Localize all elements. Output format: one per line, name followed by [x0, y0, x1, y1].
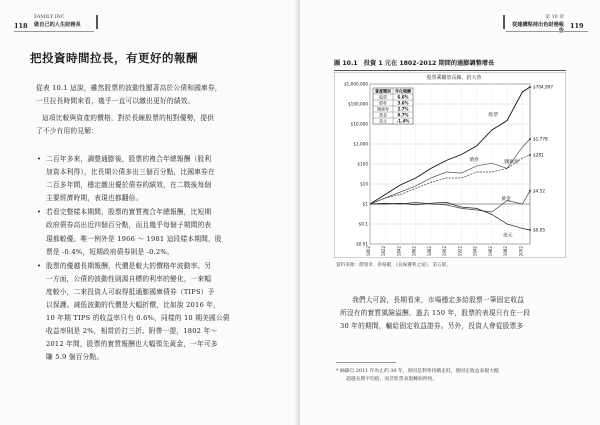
y-tick-label: $0.01: [356, 241, 368, 247]
series-end-point: [529, 86, 531, 88]
y-tick-label: $100,000: [348, 101, 368, 107]
chart-title: 股票乘勵放長線，釣大魚: [426, 75, 482, 81]
series-end-point: [529, 138, 531, 140]
figure-rule: [334, 70, 566, 71]
running-header: [34, 15, 81, 28]
table-cell: 0.7%: [397, 112, 409, 118]
header-mark: [503, 15, 505, 29]
text-line: 了不少有用的見解：: [36, 127, 98, 135]
header-small: FAMILY INC: [34, 15, 65, 20]
series-name-label: 債券: [469, 157, 479, 163]
y-tick-label: $10: [360, 181, 368, 187]
bullet-icon: •: [37, 208, 42, 217]
text-line: 一旦拉長時間來看，幾乎一直可以繳出更好的績效。: [36, 97, 195, 105]
list-item: [37, 206, 285, 258]
table-header: 年化報酬: [395, 88, 411, 94]
footnote: [336, 368, 564, 384]
text-line: 主要經濟時期，表現也都翻倍。: [46, 194, 143, 203]
text-line: 政府債券高出近四個百分點，而且幾乎每個子期間的表: [46, 221, 212, 230]
series-name-label: 美元: [502, 233, 513, 239]
bullet-icon: •: [37, 155, 42, 163]
bullet-icon: •: [37, 261, 42, 270]
y-tick-label: $1: [362, 201, 368, 207]
series-end-label: $4.52: [533, 188, 545, 194]
series-end-label: $704,997: [533, 84, 553, 90]
text-line: 收益率則是 2%，相當於打三折。附帶一提，1802 年～: [46, 327, 218, 336]
figure-title: 圖 10.1 投資 1 元在 1802-2012 期間的通膨調整增長: [334, 60, 495, 67]
x-tick-label: 1902: [442, 246, 448, 257]
series-end-point: [529, 154, 531, 156]
x-tick-label: 1962: [487, 246, 493, 257]
series-end-point: [529, 229, 531, 231]
x-tick-label: 2002: [518, 246, 524, 257]
text-line: 二百年多來，調整通膨後，股票的複合年總報酬（股利: [46, 155, 212, 163]
header-rule: [506, 31, 588, 32]
growth-chart: [334, 72, 566, 258]
series-end-label: $0.05: [533, 227, 545, 233]
text-line: 30 年的期間，輸給固定收益證券。另外，投資人會從股票多: [340, 322, 524, 330]
table-cell: 美元: [379, 118, 387, 124]
y-tick-label: $1,000,000: [344, 81, 368, 87]
x-tick-label: 1942: [472, 246, 478, 257]
list-item: [37, 260, 285, 365]
table-cell: 黃金: [379, 112, 387, 118]
x-tick-label: 1982: [503, 246, 509, 257]
series-end-label: $281: [533, 152, 544, 158]
table-cell: 國庫券: [377, 106, 389, 112]
table-cell: 債券: [379, 100, 387, 106]
text-line: 10 年期 TIPS 的收益率只有 0.6%，同樣的 10 期美國公債: [46, 314, 230, 323]
paragraph-2: [36, 112, 286, 138]
y-tick-label: $10,000: [350, 121, 368, 127]
series-end-label: $1,778: [533, 136, 548, 142]
text-line: 賺 5.9 個百分點。: [46, 353, 104, 362]
y-tick-label: $1,000: [353, 141, 368, 147]
header-main: 從建構堅持出色財務報告: [512, 21, 564, 34]
text-line: 2012 年間，股票的實質報酬也大幅領先黃金，一年可多: [46, 340, 218, 349]
section-title: 把投資時間拉長，有更好的報酬: [30, 51, 198, 65]
text-line: 票是 -0.4%，短期政府債券則是 -0.2%。: [46, 247, 174, 256]
text-line: 這項比較與資產的價格，對於長線股票的相對優勢，提供: [42, 114, 215, 122]
table-cell: 股票: [379, 94, 387, 100]
text-line: 以保護。减低波動的代價是大幅折價，比如說 2016 年，: [46, 301, 220, 310]
x-tick-label: 1862: [411, 246, 417, 257]
text-line: * 摘錄自 2011 年為止的 30 年，原因是利率持續走低，使固定收益表現大幅: [336, 369, 499, 374]
series-name-label: 國庫券: [504, 160, 519, 166]
text-line: 從表 10.1 這說，雖然股票的波動性顯著高於公債和國庫券，: [36, 84, 222, 92]
y-tick-label: $100: [357, 161, 368, 167]
series-name-label: 黃金: [501, 196, 511, 202]
bullet-list: [37, 153, 285, 366]
header-main: 做自己的人生財務長: [34, 21, 81, 28]
footnote-rule: [336, 362, 396, 363]
paragraph-1: [36, 82, 286, 108]
text-line: 我們大可說，長期看來，市場穩定多給股票一筆固定收益: [352, 296, 525, 304]
table-cell: 6.6%: [397, 94, 409, 100]
x-tick-label: 1802: [366, 246, 371, 257]
x-tick-label: 1822: [381, 246, 387, 257]
header-small: 第 10 章: [545, 15, 564, 20]
table-cell: -1.4%: [396, 118, 410, 124]
x-tick-label: 1922: [457, 246, 463, 257]
text-line: 股票的優越長期報酬，代價是較大的價格年波動率。另: [46, 261, 212, 270]
right-paragraph: [340, 294, 572, 333]
x-tick-label: 1842: [396, 246, 402, 257]
text-line: 二百多年間，穩定繳出優於債券的績效，在二戰後每個: [46, 181, 212, 190]
page-number: 118: [14, 22, 28, 30]
returns-table: [373, 87, 413, 124]
x-tick-label: 1882: [426, 246, 432, 257]
text-line: 度較小，二來投資人可取得抵通膨國庫債券（TIPS）予: [46, 287, 215, 296]
header-rule: [14, 31, 94, 32]
series-name-label: 股票: [488, 112, 498, 118]
text-line: 所沒有的實質風險溢酬，過去 150 年，股票的表現只有在一段: [340, 309, 531, 317]
text-line: 加資本利得），比長期公債多出三個百分點，比國庫券在: [46, 168, 215, 177]
series-end-point: [529, 190, 531, 192]
text-line: 若看完整樣本期間，股票的實質複合年總報酬，比短期: [46, 208, 212, 217]
figure-source: 資料來源：傑瑞米．席格爾，《長線獲利之道》，第五版。: [336, 263, 451, 268]
text-line: 超越長期平均值，而非股票表現轉弱所致。: [346, 377, 438, 382]
y-tick-label: $0.1: [358, 221, 368, 227]
table-header: 資產類別: [375, 88, 391, 94]
chart-frame: [334, 72, 566, 258]
header-mark: [96, 15, 98, 29]
table-cell: 3.6%: [397, 100, 409, 106]
table-cell: 2.7%: [397, 106, 409, 112]
page-number: 119: [570, 22, 584, 30]
text-line: 一方面，公債的波動性則源自標的利率的變化，一來幅: [46, 274, 212, 283]
text-line: 現都較優。唯一例外是 1966 ～ 1981 這段樣本期間，股: [46, 234, 222, 243]
list-item: [37, 153, 285, 205]
